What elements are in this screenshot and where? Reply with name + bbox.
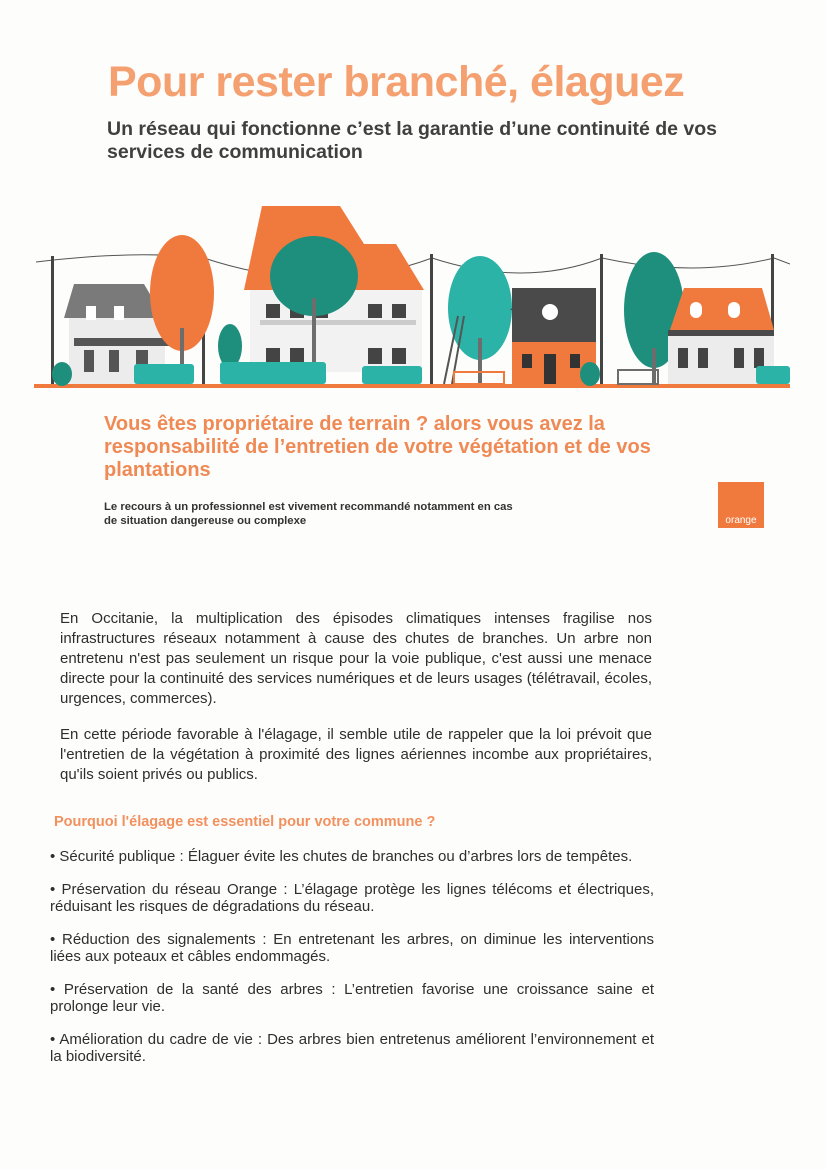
list-item: • Préservation du réseau Orange : L’élagage protège les lignes télécoms et électriques, réduisant les risques de dégradations du réseau. [50,881,654,915]
bush [52,362,72,386]
owner-responsibility-heading: Vous êtes propriétaire de terrain ? alors vous avez la responsabilité de l’entretien de votre végétation et de vos plantations [104,413,651,481]
list-item: • Préservation de la santé des arbres : L’entretien favorise une croissance saine et prolonge leur vie. [50,981,654,1015]
page-title: Pour rester branché, élaguez [108,58,685,106]
orange-logo: orange [718,482,764,528]
list-item: • Amélioration du cadre de vie : Des arbres bien entretenus améliorent l’environnement et la biodiversité. [50,1031,654,1065]
ground-line [34,384,790,388]
paragraph: En cette période favorable à l'élagage, il semble utile de rappeler que la loi prévoit que l'entretien de la végétation à proximité des lignes aériennes incombe aux propriétaires, qu'ils soient privés ou publics. [60,726,652,783]
list-item: • Sécurité publique : Élaguer évite les chutes de branches ou d’arbres lors de tempêtes. [50,848,633,865]
bush [218,324,242,368]
teal-tree-ladder [444,256,512,384]
why-heading: Pourquoi l'élagage est essentiel pour votre commune ? [54,814,436,830]
hedge [756,366,790,384]
hedge [362,366,422,384]
professional-advice: Le recours à un professionnel est vivement recommandé notamment en cas de situation dangereuse ou complexe [104,501,513,527]
benefits-list [50,848,654,1081]
neighborhood-illustration [34,198,790,398]
page-subtitle: Un réseau qui fonctionne c’est la garantie d’une continuité de vos services de communication [107,118,718,163]
bush [580,362,600,386]
hedge [220,362,326,384]
intro-text [60,609,652,801]
hedge [134,364,194,384]
paragraph: En Occitanie, la multiplication des épisodes climatiques intenses fragilise nos infrastructures réseaux notamment à cause des chutes de branches. Un arbre non entretenu n'est pas seulement un risque pour la voie publique, c'est aussi une menace directe pour la continuité des services numériques et de leurs usages (télétravail, écoles, urgences, commerces). [60,610,652,707]
list-item: • Réduction des signalements : En entretenant les arbres, on diminue les interventions liées aux poteaux et câbles endommagés. [50,931,654,965]
